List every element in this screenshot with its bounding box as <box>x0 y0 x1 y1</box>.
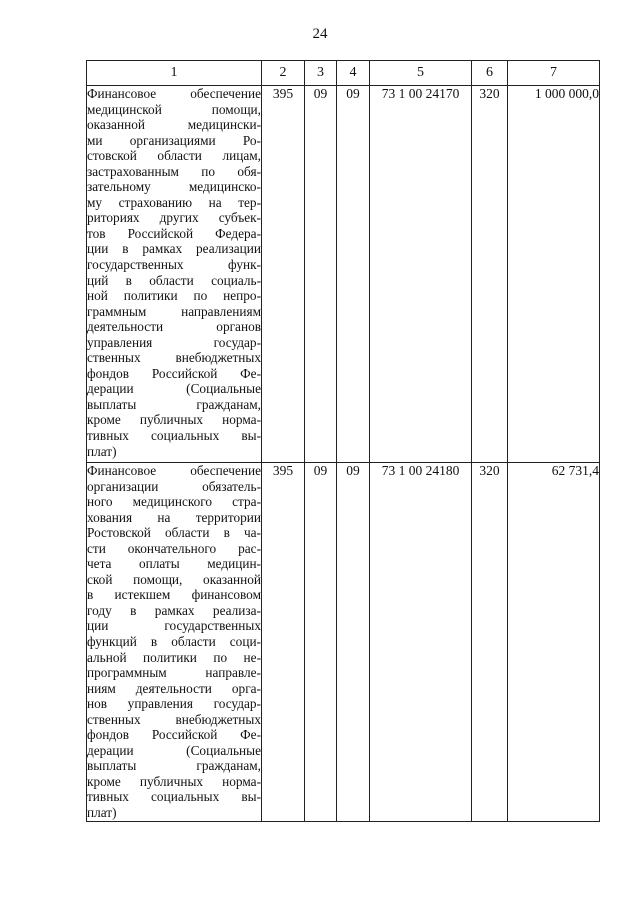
description-line: году в рамках реализа- <box>87 602 261 618</box>
description-line: кроме публичных норма- <box>87 773 261 789</box>
header-col-3: 3 <box>305 61 337 86</box>
description-line: ской помощи, оказанной <box>87 571 261 587</box>
description-line: ной политики по непро- <box>87 288 261 304</box>
description-line: стовской области лицам, <box>87 148 261 164</box>
description-line: дерации (Социальные <box>87 381 261 397</box>
description-line: нов управления государ- <box>87 696 261 712</box>
row-target-article: 73 1 00 24170 <box>370 86 472 463</box>
description-line: граммным направлениям <box>87 303 261 319</box>
description-line: тов Российской Федера- <box>87 225 261 241</box>
description-line: му страхованию на тер- <box>87 194 261 210</box>
description-line: сти окончательного рас- <box>87 540 261 556</box>
description-line: государственных функ- <box>87 257 261 273</box>
header-col-5: 5 <box>370 61 472 86</box>
header-col-1: 1 <box>87 61 262 86</box>
description-line: ции государственных <box>87 618 261 634</box>
row-ministry-code: 395 <box>262 86 305 463</box>
header-col-6: 6 <box>472 61 508 86</box>
row-ministry-code: 395 <box>262 463 305 822</box>
table-row <box>87 86 600 463</box>
description-line: ций в области социаль- <box>87 272 261 288</box>
description-line: хования на территории <box>87 509 261 525</box>
table-row <box>87 463 600 822</box>
description-line: выплаты гражданам, <box>87 396 261 412</box>
header-col-2: 2 <box>262 61 305 86</box>
description-line: ниям деятельности орга- <box>87 680 261 696</box>
description-line: управления государ- <box>87 334 261 350</box>
row-subsection-code: 09 <box>337 463 370 822</box>
row-amount: 1 000 000,0 <box>508 86 600 463</box>
description-line: оказанной медицински- <box>87 117 261 133</box>
description-line: плат) <box>87 805 117 821</box>
description-line: дерации (Социальные <box>87 742 261 758</box>
description-line: плат) <box>87 443 117 459</box>
description-line: ции в рамках реализации <box>87 241 261 257</box>
description-line: зательному медицинско- <box>87 179 261 195</box>
description-line: риториях других субъек- <box>87 210 261 226</box>
page-number: 24 <box>312 26 328 42</box>
header-col-7: 7 <box>508 61 600 86</box>
description-line: фондов Российской Фе- <box>87 727 261 743</box>
row-expense-type: 320 <box>472 463 508 822</box>
row-description <box>87 463 262 822</box>
row-expense-type: 320 <box>472 86 508 463</box>
description-line: альной политики по не- <box>87 649 261 665</box>
description-line: ственных внебюджетных <box>87 711 261 727</box>
description-line: тивных социальных вы- <box>87 789 261 805</box>
description-line: Финансовое обеспечение <box>87 463 261 478</box>
description-line: тивных социальных вы- <box>87 428 261 444</box>
description-line: фондов Российской Фе- <box>87 365 261 381</box>
row-description <box>87 86 262 463</box>
row-amount: 62 731,4 <box>508 463 600 822</box>
budget-table <box>86 60 600 822</box>
description-line: программным направле- <box>87 665 261 681</box>
description-line: ного медицинского стра- <box>87 494 261 510</box>
description-line: выплаты гражданам, <box>87 758 261 774</box>
row-target-article: 73 1 00 24180 <box>370 463 472 822</box>
description-line: медицинской помощи, <box>87 101 261 117</box>
description-line: чета оплаты медицин- <box>87 556 261 572</box>
description-line: застрахованным по обя- <box>87 163 261 179</box>
description-line: кроме публичных норма- <box>87 412 261 428</box>
description-line: ми организациями Ро- <box>87 132 261 148</box>
description-line: функций в области соци- <box>87 634 261 650</box>
row-section-code: 09 <box>305 463 337 822</box>
row-subsection-code: 09 <box>337 86 370 463</box>
description-line: организации обязатель- <box>87 478 261 494</box>
description-line: деятельности органов <box>87 319 261 335</box>
description-line: Финансовое обеспечение <box>87 86 261 101</box>
header-col-4: 4 <box>337 61 370 86</box>
description-line: ственных внебюджетных <box>87 350 261 366</box>
row-section-code: 09 <box>305 86 337 463</box>
table-header-row <box>87 61 600 86</box>
description-line: в истекшем финансовом <box>87 587 261 603</box>
description-line: Ростовской области в ча- <box>87 525 261 541</box>
